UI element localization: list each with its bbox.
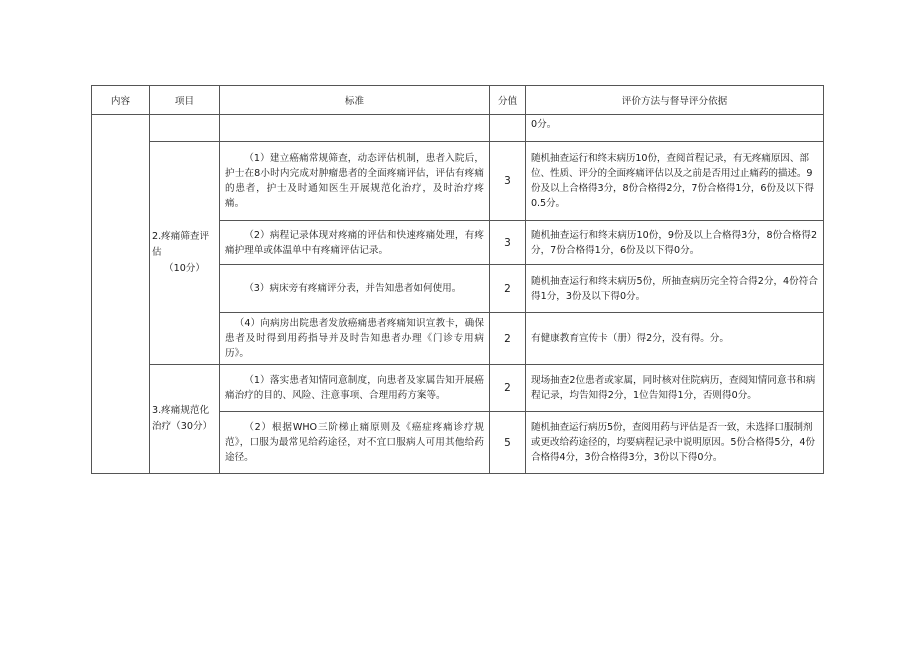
score-cell: 3 bbox=[490, 221, 526, 265]
method-cell: 现场抽查2位患者或家属，同时核对住院病历，查阅知情同意书和病程记录，均告知得2分，1位告知得1分，否则得0分。 bbox=[526, 365, 824, 412]
score-cell: 2 bbox=[490, 365, 526, 412]
table-row bbox=[92, 142, 824, 221]
standard-cell: （1）落实患者知情同意制度，向患者及家属告知开展癌痛治疗的目的、风险、注意事项、合理用药方案等。 bbox=[220, 365, 490, 412]
section2-item-cell bbox=[150, 142, 220, 365]
section3-title: 3.疼痛规范化治疗（30分） bbox=[152, 405, 213, 432]
header-method: 评价方法与督导评分依据 bbox=[526, 86, 824, 115]
section2-title: 2.疼痛筛查评估 bbox=[152, 231, 210, 258]
standard-cell: （2）病程记录体现对疼痛的评估和快速疼痛处理，有疼痛护理单或体温单中有疼痛评估记录。 bbox=[220, 221, 490, 265]
score-cell: 2 bbox=[490, 265, 526, 313]
score-cell: 2 bbox=[490, 313, 526, 365]
header-score: 分值 bbox=[490, 86, 526, 115]
method-cell: 随机抽查运行和终末病历10份，查阅首程记录，有无疼痛原因、部位、性质、评分的全面疼痛评估以及之前是否用过止痛药的描述。9份及以上合格得3分，8份合格得2分，7份合格得1分，6份及以下得0.5分。 bbox=[526, 142, 824, 221]
method-cell: 0分。 bbox=[526, 115, 824, 142]
header-item: 项目 bbox=[150, 86, 220, 115]
method-cell: 随机抽查运行病历5份，查阅用药与评估是否一致，未选择口服制剂或更改给药途径的，均要病程记录中说明原因。5份合格得5分，4份合格得4分，3份合格得3分，3份以下得0分。 bbox=[526, 412, 824, 474]
header-row bbox=[92, 86, 824, 115]
table-row bbox=[92, 115, 824, 142]
section3-item-cell bbox=[150, 365, 220, 474]
header-standard: 标准 bbox=[220, 86, 490, 115]
table-row bbox=[92, 365, 824, 412]
section2-subtitle: （10分） bbox=[164, 263, 205, 274]
standard-cell: （4）向病房出院患者发放癌痛患者疼痛知识宣教卡，确保患者及时得到用药指导并及时告知患者办理《门诊专用病历》。 bbox=[220, 313, 490, 365]
item-cell bbox=[150, 115, 220, 142]
standard-cell: （2）根据WHO三阶梯止痛原则及《癌症疼痛诊疗规范》，口服为最常见给药途径，对不宜口服病人可用其他给药途径。 bbox=[220, 412, 490, 474]
standard-cell: （3）病床旁有疼痛评分表，并告知患者如何使用。 bbox=[220, 265, 490, 313]
header-content: 内容 bbox=[92, 86, 150, 115]
score-cell: 3 bbox=[490, 142, 526, 221]
method-cell: 有健康教育宣传卡（册）得2分，没有得。分。 bbox=[526, 313, 824, 365]
standard-cell bbox=[220, 115, 490, 142]
content-cell bbox=[92, 115, 150, 474]
score-cell bbox=[490, 115, 526, 142]
method-cell: 随机抽查运行和终末病历10份，9份及以上合格得3分，8份合格得2分，7份合格得1分，6份及以下得0分。 bbox=[526, 221, 824, 265]
standard-cell: （1）建立癌痛常规筛查，动态评估机制，患者入院后，护士在8小时内完成对肿瘤患者的全面疼痛评估，评估有疼痛的患者，护士及时通知医生开展规范化治疗，及时治疗疼痛。 bbox=[220, 142, 490, 221]
method-cell: 随机抽查运行和终末病历5份，所抽查病历完全符合得2分，4份符合得1分，3份及以下得0分。 bbox=[526, 265, 824, 313]
evaluation-table bbox=[91, 85, 824, 474]
score-cell: 5 bbox=[490, 412, 526, 474]
